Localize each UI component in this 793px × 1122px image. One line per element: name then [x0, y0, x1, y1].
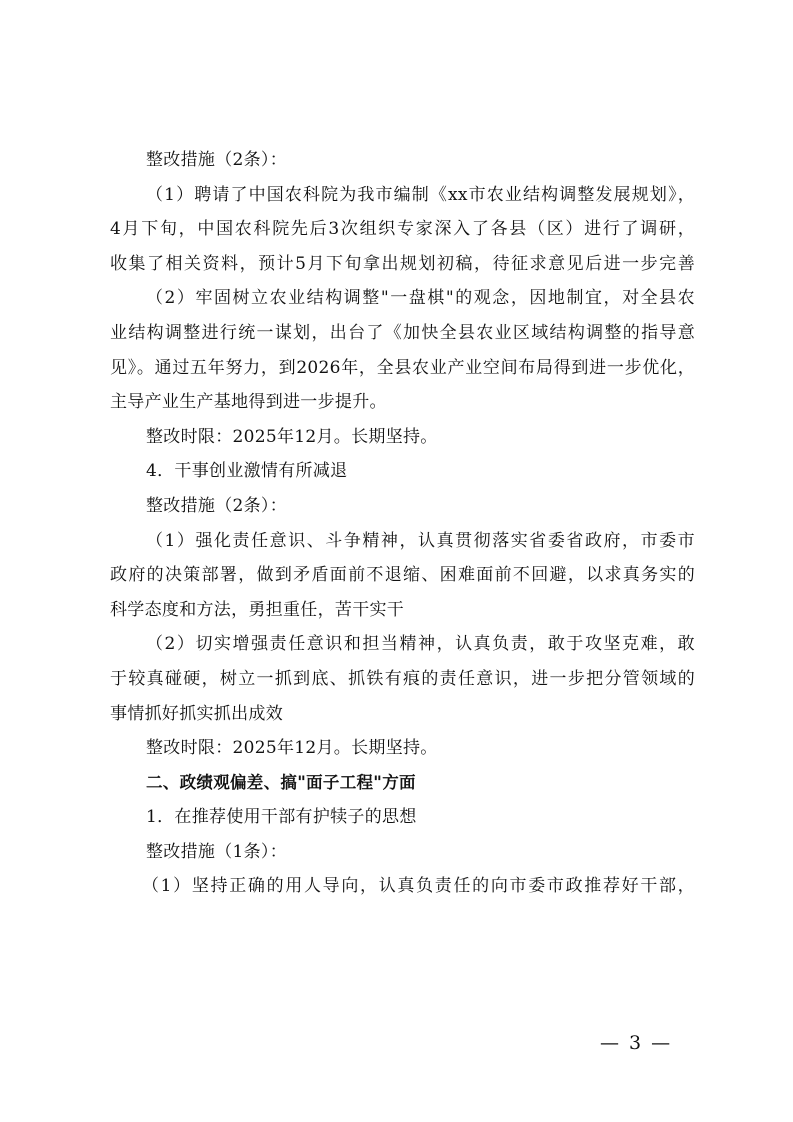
text-line: 整改措施（1条）： — [146, 841, 288, 862]
text-line: 整改时限：2025年12月。长期坚持。 — [146, 426, 438, 447]
section-heading: 4．干事创业激情有所减退 — [146, 461, 348, 482]
section-heading: 1．在推荐使用干部有护犊子的思想 — [146, 807, 417, 828]
text-line: 政府的决策部署，做到矛盾面前不退缩、困难面前不回避，以求真务实的 — [110, 565, 695, 586]
text-line: 4月下旬，中国农科院先后3次组织专家深入了各县（区）进行了调研， — [110, 219, 695, 240]
text-line: （1）聘请了中国农科院为我市编制《xx市农业结构调整发展规划》， — [146, 184, 695, 205]
text-line: （1）强化责任意识、斗争精神，认真贯彻落实省委省政府，市委市 — [146, 530, 695, 551]
text-line: 事情抓好抓实抓出成效 — [110, 703, 283, 724]
section-heading: 二、政绩观偏差、搞"面子工程"方面 — [146, 772, 416, 792]
text-line: 整改措施（2条）： — [146, 495, 288, 516]
text-line: 整改时限：2025年12月。长期坚持。 — [146, 738, 438, 759]
text-line: 业结构调整进行统一谋划，出台了《加快全县农业区域结构调整的指导意 — [110, 322, 695, 343]
text-line: 主导产业生产基地得到进一步提升。 — [110, 392, 387, 413]
text-line: 整改措施（2条）： — [146, 150, 288, 170]
text-line: （2）牢固树立农业结构调整"一盘棋"的观念，因地制宜，对全县农 — [146, 288, 695, 309]
text-line: 于较真碰硬，树立一抓到底、抓铁有痕的责任意识，进一步把分管领域的 — [110, 668, 695, 689]
text-line: 科学态度和方法，勇担重任，苦干实干 — [110, 599, 405, 620]
document-body — [110, 143, 695, 904]
text-line: 见》。通过五年努力，到2026年，全县农业产业空间布局得到进一步优化， — [110, 357, 695, 378]
page-number: — 3 — — [600, 1032, 673, 1054]
text-line: （1）坚持正确的用人导向，认真负责任的向市委市政推荐好干部， — [142, 876, 695, 897]
text-line: 收集了相关资料，预计5月下旬拿出规划初稿，待征求意见后进一步完善 — [110, 253, 695, 274]
text-line: （2）切实增强责任意识和担当精神，认真负责，敢于攻坚克难，敢 — [146, 634, 695, 655]
